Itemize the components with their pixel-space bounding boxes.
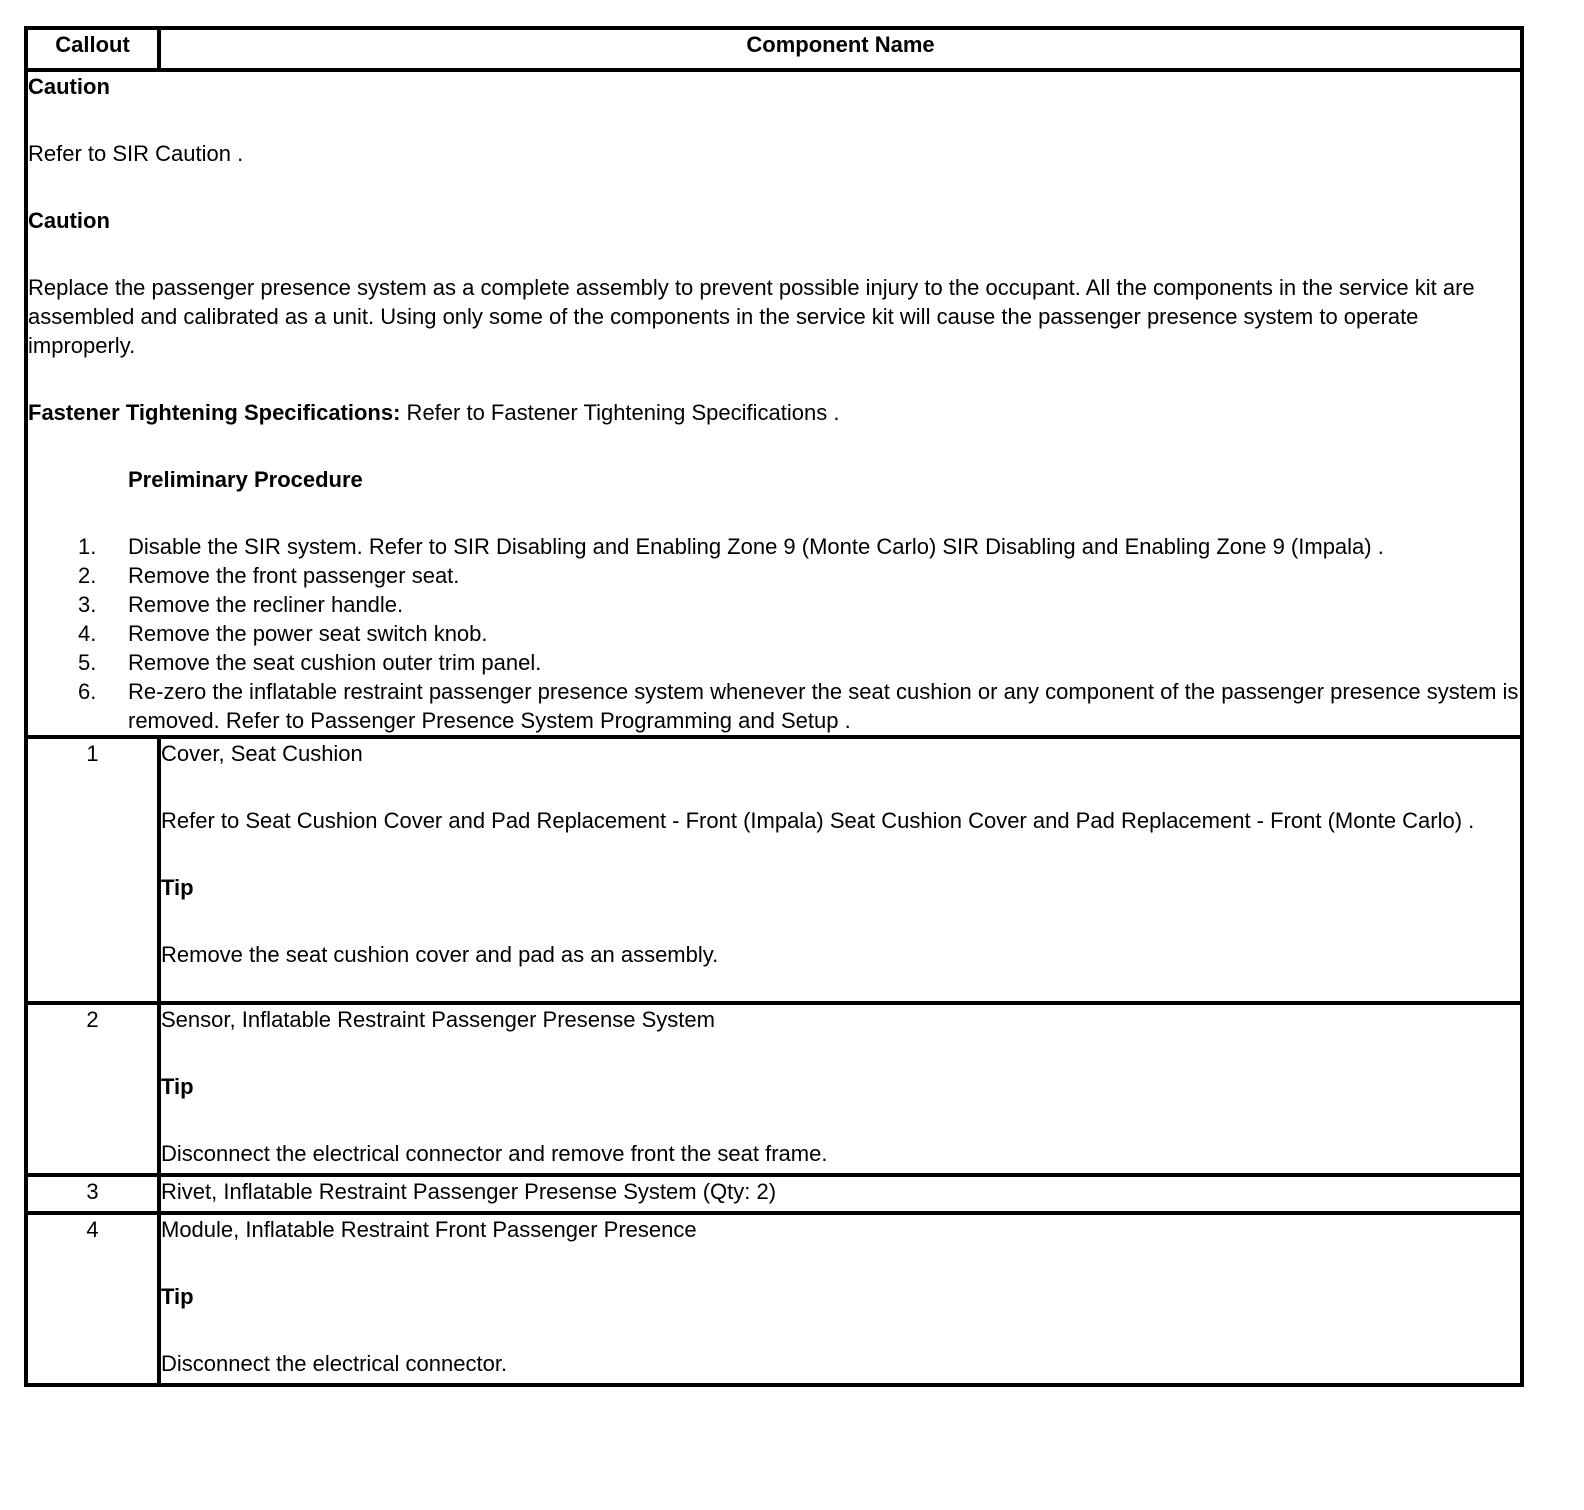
component-name: Rivet, Inflatable Restraint Passenger Presense System (Qty: 2) — [161, 1179, 777, 1204]
step-number: 6. — [78, 679, 97, 704]
table-row — [26, 1213, 1522, 1385]
callout-number: 1 — [26, 737, 159, 1003]
component-name: Module, Inflatable Restraint Front Passenger Presence — [161, 1217, 697, 1242]
fastener-label: Fastener Tightening Specifications: — [28, 400, 401, 425]
header-callout: Callout — [26, 28, 159, 70]
table-row — [26, 737, 1522, 1003]
component-reference: Refer to Seat Cushion Cover and Pad Replacement - Front (Impala) Seat Cushion Cover and Pad Replacement - Front (Monte Carlo) . — [161, 808, 1475, 833]
step-number: 1. — [78, 534, 97, 559]
preliminary-title: Preliminary Procedure — [128, 467, 363, 492]
callout-number: 2 — [26, 1003, 159, 1175]
step-number: 5. — [78, 650, 97, 675]
fastener-text: Refer to Fastener Tightening Specifications . — [400, 400, 840, 425]
table-row — [26, 1175, 1522, 1213]
list-item — [28, 619, 1520, 648]
preliminary-steps — [28, 532, 1520, 735]
step-number: 4. — [78, 621, 97, 646]
callout-number: 4 — [26, 1213, 159, 1385]
component-cell — [159, 1175, 1522, 1213]
fastener-spec — [28, 398, 1520, 427]
component-cell — [159, 1003, 1522, 1175]
step-number: 3. — [78, 592, 97, 617]
header-component-name: Component Name — [159, 28, 1522, 70]
tip-text: Disconnect the electrical connector. — [161, 1351, 508, 1376]
component-name: Sensor, Inflatable Restraint Passenger Presense System — [161, 1007, 715, 1032]
table-row — [26, 1003, 1522, 1175]
step-text: Re-zero the inflatable restraint passenger presence system whenever the seat cushion or any component of the passenger presence system is removed. Refer to Passenger Presence System Programming and Setup . — [128, 679, 1519, 733]
list-item — [28, 677, 1520, 735]
step-text: Disable the SIR system. Refer to SIR Disabling and Enabling Zone 9 (Monte Carlo) SIR Disabling and Enabling Zone 9 (Impala) . — [128, 534, 1384, 559]
step-text: Remove the recliner handle. — [128, 592, 404, 617]
caution-title: Caution — [28, 74, 110, 99]
callout-number: 3 — [26, 1175, 159, 1213]
component-name: Cover, Seat Cushion — [161, 741, 363, 766]
intro-row — [26, 70, 1522, 737]
intro-cell — [26, 70, 1522, 737]
caution-text: Replace the passenger presence system as a complete assembly to prevent possible injury to the occupant. All the components in the service kit are assembled and calibrated as a unit. Using only some of the components in the service kit will cause the passenger presence system to operate improperly. — [28, 275, 1475, 358]
list-item — [28, 532, 1520, 561]
list-item — [28, 561, 1520, 590]
caution-text: Refer to SIR Caution . — [28, 141, 244, 166]
list-item — [28, 648, 1520, 677]
component-cell — [159, 1213, 1522, 1385]
tip-label: Tip — [161, 1284, 194, 1309]
step-text: Remove the seat cushion outer trim panel. — [128, 650, 542, 675]
tip-text: Remove the seat cushion cover and pad as an assembly. — [161, 942, 719, 967]
callout-table — [24, 26, 1524, 1387]
tip-label: Tip — [161, 1074, 194, 1099]
step-number: 2. — [78, 563, 97, 588]
list-item — [28, 590, 1520, 619]
tip-label: Tip — [161, 875, 194, 900]
step-text: Remove the power seat switch knob. — [128, 621, 488, 646]
component-cell — [159, 737, 1522, 1003]
tip-text: Disconnect the electrical connector and remove front the seat frame. — [161, 1141, 828, 1166]
caution-title: Caution — [28, 208, 110, 233]
step-text: Remove the front passenger seat. — [128, 563, 460, 588]
table-header-row — [26, 28, 1522, 70]
